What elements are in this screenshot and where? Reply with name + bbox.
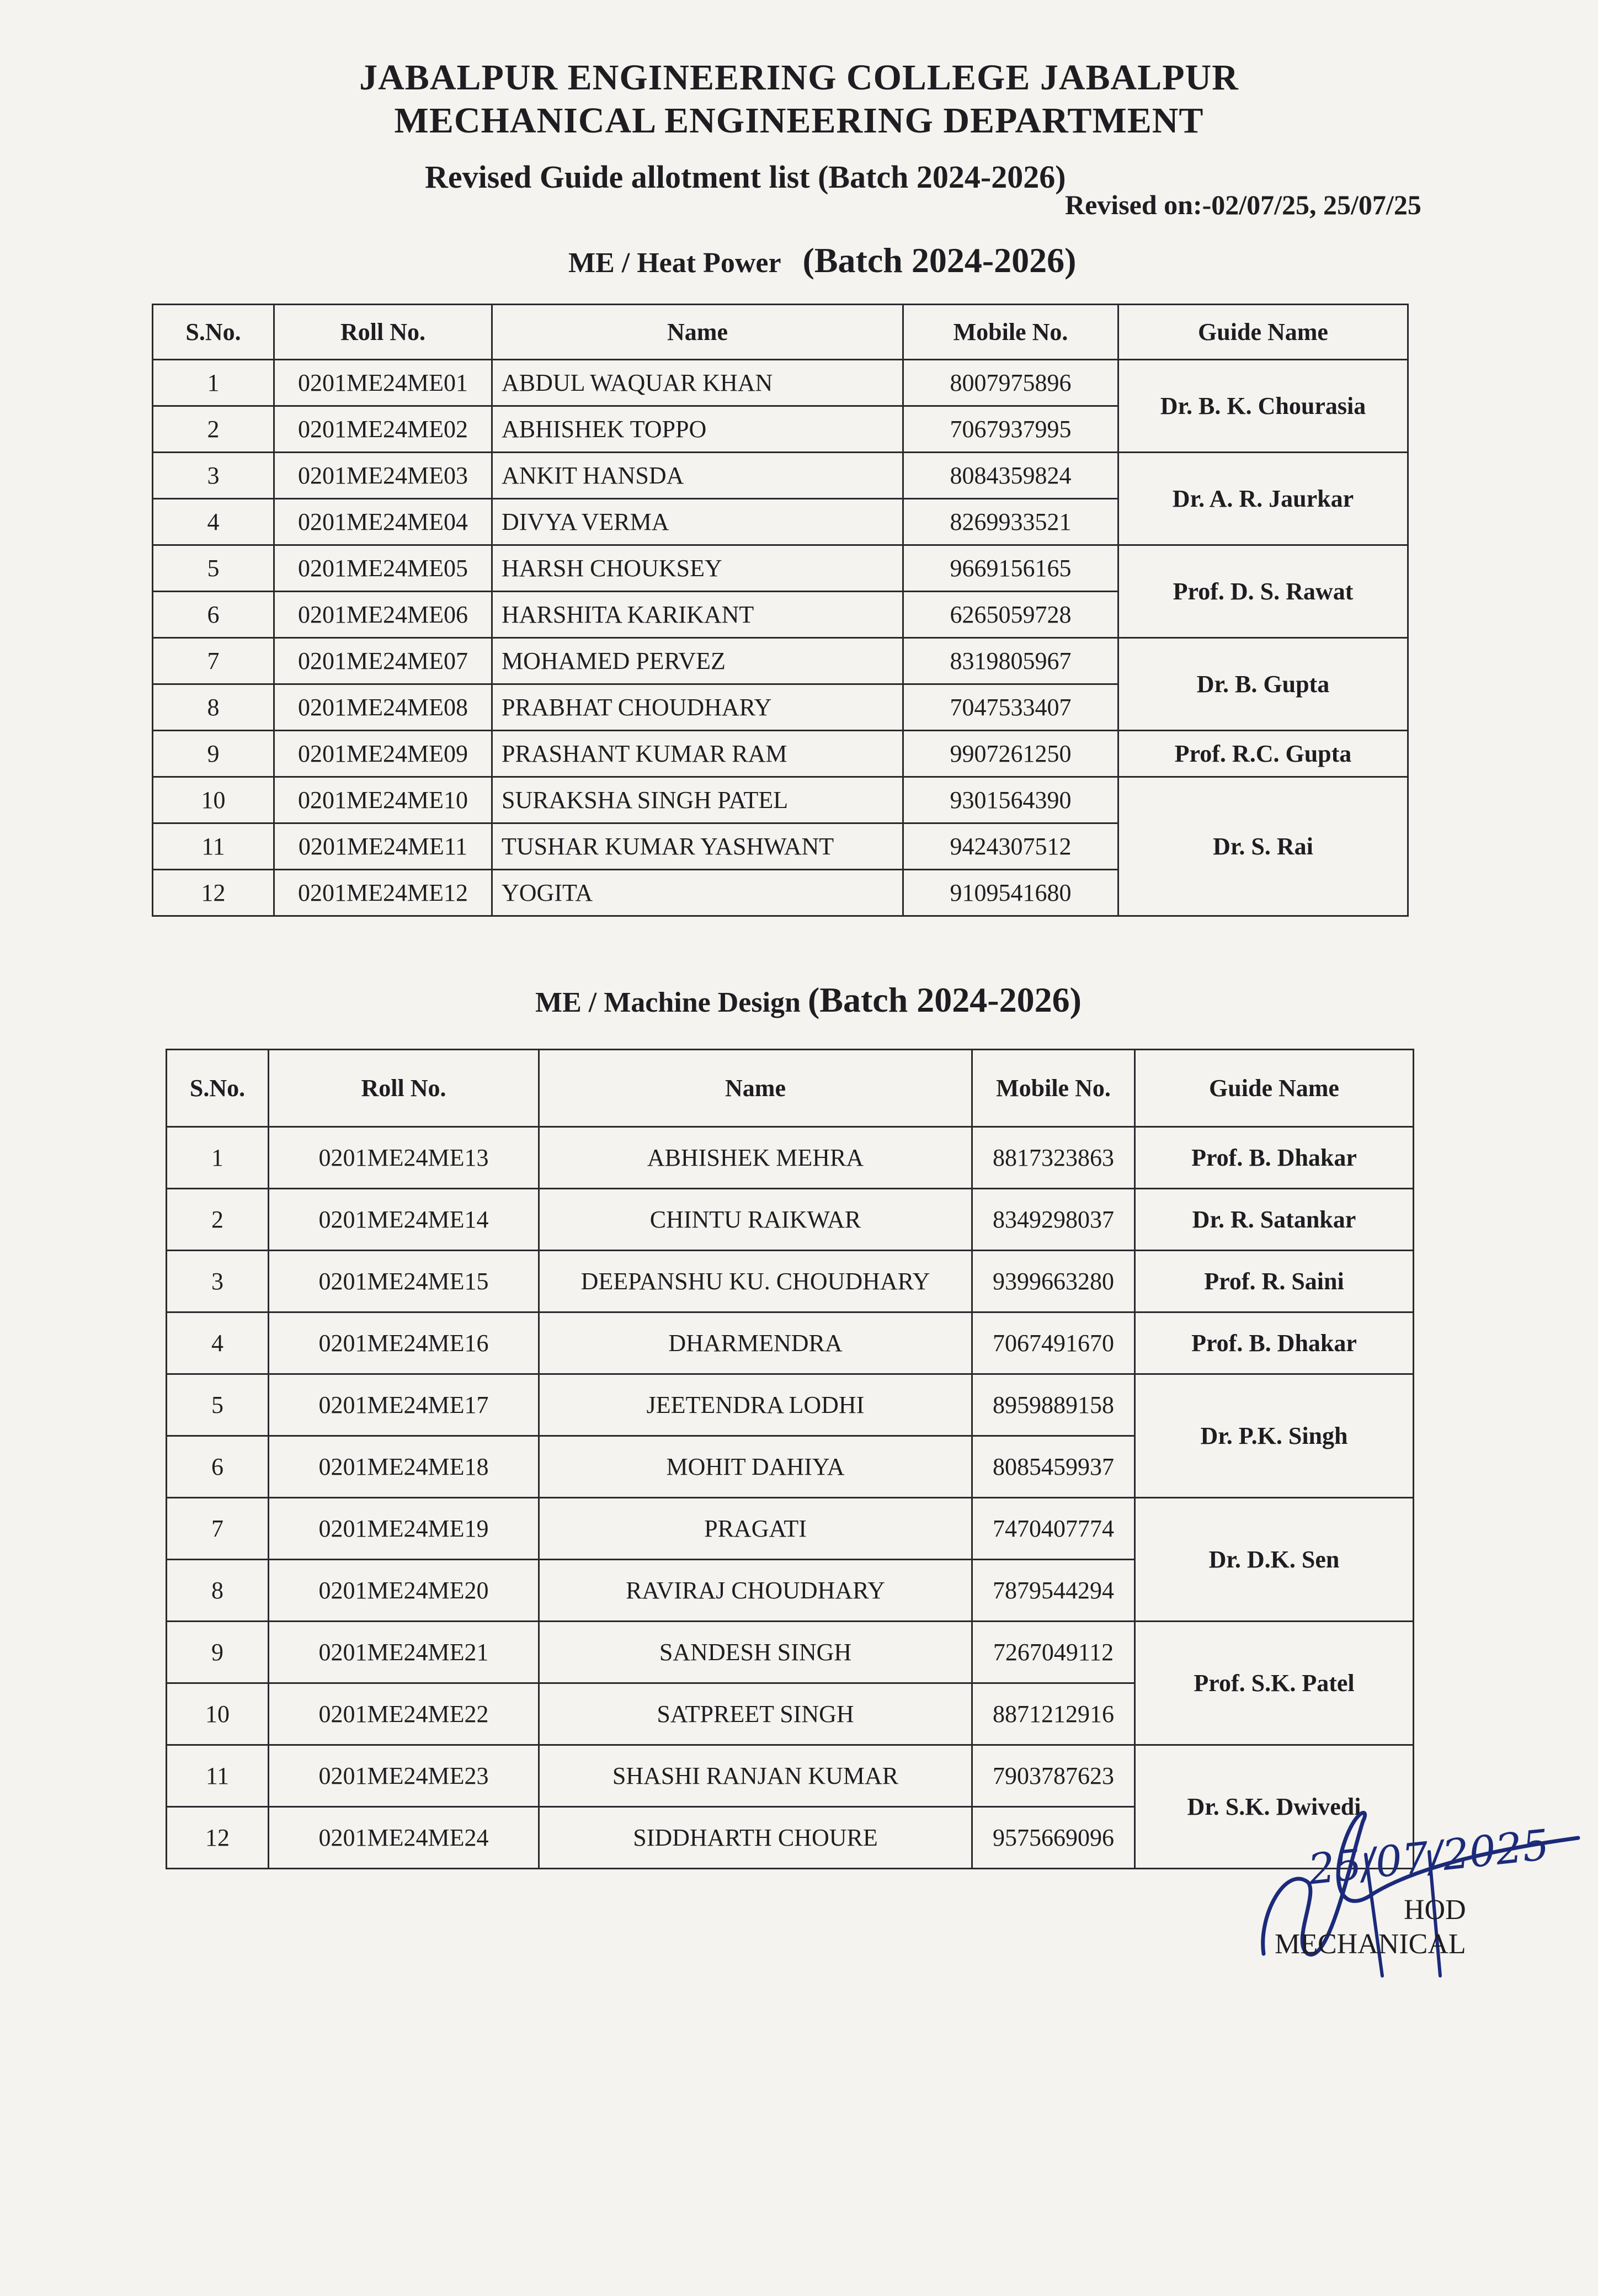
table-row [153, 360, 1408, 406]
serial-number: 8 [153, 684, 274, 731]
machine-design-title: ME / Machine Design [535, 987, 801, 1018]
student-name: SHASHI RANJAN KUMAR [539, 1745, 972, 1807]
col-header-name: Name [539, 1050, 972, 1127]
roll-number: 0201ME24ME23 [269, 1745, 539, 1807]
guide-name: Dr. D.K. Sen [1135, 1498, 1414, 1622]
col-header-sno: S.No. [167, 1050, 269, 1127]
mobile-number: 8871212916 [972, 1683, 1135, 1745]
student-name: TUSHAR KUMAR YASHWANT [492, 823, 903, 870]
col-header-mobile: Mobile No. [903, 305, 1118, 360]
mobile-number: 7067491670 [972, 1312, 1135, 1374]
roll-number: 0201ME24ME13 [269, 1127, 539, 1189]
guide-name: Prof. S.K. Patel [1135, 1622, 1414, 1745]
machine-design-batch: (Batch 2024-2026) [807, 980, 1082, 1019]
department-label: MECHANICAL [1275, 1928, 1466, 1960]
student-name: DHARMENDRA [539, 1312, 972, 1374]
serial-number: 7 [153, 638, 274, 684]
serial-number: 12 [167, 1807, 269, 1869]
guide-name: Dr. R. Satankar [1135, 1189, 1414, 1251]
serial-number: 4 [153, 499, 274, 545]
machine-design-table [166, 1049, 1414, 1869]
mobile-number: 6265059728 [903, 592, 1118, 638]
student-name: SIDDHARTH CHOURE [539, 1807, 972, 1869]
serial-number: 1 [167, 1127, 269, 1189]
list-title: Revised Guide allotment list (Batch 2024-2026) [425, 159, 1066, 195]
col-header-guide: Guide Name [1118, 305, 1408, 360]
mobile-number: 7047533407 [903, 684, 1118, 731]
serial-number: 11 [167, 1745, 269, 1807]
roll-number: 0201ME24ME19 [269, 1498, 539, 1560]
roll-number: 0201ME24ME22 [269, 1683, 539, 1745]
serial-number: 9 [167, 1622, 269, 1683]
guide-name: Dr. B. K. Chourasia [1118, 360, 1408, 453]
col-header-roll: Roll No. [274, 305, 492, 360]
col-header-roll: Roll No. [269, 1050, 539, 1127]
student-name: YOGITA [492, 870, 903, 916]
roll-number: 0201ME24ME08 [274, 684, 492, 731]
college-name: JABALPUR ENGINEERING COLLEGE JABALPUR [359, 57, 1239, 98]
serial-number: 12 [153, 870, 274, 916]
serial-number: 7 [167, 1498, 269, 1560]
guide-name: Prof. B. Dhakar [1135, 1312, 1414, 1374]
student-name: ABHISHEK MEHRA [539, 1127, 972, 1189]
heat-power-table [152, 304, 1409, 917]
col-header-name: Name [492, 305, 903, 360]
mobile-number: 8349298037 [972, 1189, 1135, 1251]
heat-power-section-title [568, 243, 1076, 278]
mobile-number: 9399663280 [972, 1251, 1135, 1312]
serial-number: 5 [167, 1374, 269, 1436]
serial-number: 10 [153, 777, 274, 823]
department-name: MECHANICAL ENGINEERING DEPARTMENT [394, 100, 1204, 141]
serial-number: 2 [153, 406, 274, 453]
table-row [153, 777, 1408, 823]
roll-number: 0201ME24ME06 [274, 592, 492, 638]
mobile-number: 8959889158 [972, 1374, 1135, 1436]
serial-number: 3 [167, 1251, 269, 1312]
student-name: JEETENDRA LODHI [539, 1374, 972, 1436]
roll-number: 0201ME24ME21 [269, 1622, 539, 1683]
roll-number: 0201ME24ME02 [274, 406, 492, 453]
roll-number: 0201ME24ME07 [274, 638, 492, 684]
mobile-number: 9669156165 [903, 545, 1118, 592]
student-name: MOHIT DAHIYA [539, 1436, 972, 1498]
hod-label: HOD [1404, 1894, 1466, 1926]
table-row [167, 1312, 1414, 1374]
roll-number: 0201ME24ME17 [269, 1374, 539, 1436]
roll-number: 0201ME24ME15 [269, 1251, 539, 1312]
student-name: HARSH CHOUKSEY [492, 545, 903, 592]
guide-name: Dr. A. R. Jaurkar [1118, 453, 1408, 545]
serial-number: 4 [167, 1312, 269, 1374]
table-row [153, 731, 1408, 777]
guide-name: Dr. P.K. Singh [1135, 1374, 1414, 1498]
student-name: SATPREET SINGH [539, 1683, 972, 1745]
serial-number: 10 [167, 1683, 269, 1745]
roll-number: 0201ME24ME10 [274, 777, 492, 823]
table-row [153, 545, 1408, 592]
table-row [167, 1498, 1414, 1560]
guide-name: Prof. R. Saini [1135, 1251, 1414, 1312]
mobile-number: 8007975896 [903, 360, 1118, 406]
heat-power-title: ME / Heat Power [568, 247, 781, 279]
roll-number: 0201ME24ME18 [269, 1436, 539, 1498]
roll-number: 0201ME24ME11 [274, 823, 492, 870]
table-header-row [153, 305, 1408, 360]
mobile-number: 8817323863 [972, 1127, 1135, 1189]
table-row [167, 1251, 1414, 1312]
revised-date: Revised on:-02/07/25, 25/07/25 [1065, 189, 1421, 220]
roll-number: 0201ME24ME09 [274, 731, 492, 777]
table-header-row [167, 1050, 1414, 1127]
student-name: SANDESH SINGH [539, 1622, 972, 1683]
machine-design-section-title [535, 982, 1082, 1018]
roll-number: 0201ME24ME04 [274, 499, 492, 545]
student-name: RAVIRAJ CHOUDHARY [539, 1560, 972, 1622]
table-row [167, 1189, 1414, 1251]
student-name: ANKIT HANSDA [492, 453, 903, 499]
table-row [167, 1622, 1414, 1683]
serial-number: 6 [167, 1436, 269, 1498]
serial-number: 3 [153, 453, 274, 499]
mobile-number: 7067937995 [903, 406, 1118, 453]
student-name: HARSHITA KARIKANT [492, 592, 903, 638]
serial-number: 1 [153, 360, 274, 406]
student-name: DIVYA VERMA [492, 499, 903, 545]
table-row [167, 1127, 1414, 1189]
mobile-number: 7470407774 [972, 1498, 1135, 1560]
mobile-number: 8269933521 [903, 499, 1118, 545]
roll-number: 0201ME24ME14 [269, 1189, 539, 1251]
serial-number: 11 [153, 823, 274, 870]
guide-name: Dr. S. Rai [1118, 777, 1408, 916]
mobile-number: 9109541680 [903, 870, 1118, 916]
guide-name: Dr. B. Gupta [1118, 638, 1408, 731]
mobile-number: 8319805967 [903, 638, 1118, 684]
roll-number: 0201ME24ME01 [274, 360, 492, 406]
student-name: PRASHANT KUMAR RAM [492, 731, 903, 777]
guide-name: Prof. D. S. Rawat [1118, 545, 1408, 638]
student-name: PRAGATI [539, 1498, 972, 1560]
serial-number: 5 [153, 545, 274, 592]
serial-number: 9 [153, 731, 274, 777]
mobile-number: 9301564390 [903, 777, 1118, 823]
roll-number: 0201ME24ME03 [274, 453, 492, 499]
col-header-guide: Guide Name [1135, 1050, 1414, 1127]
roll-number: 0201ME24ME20 [269, 1560, 539, 1622]
mobile-number: 9575669096 [972, 1807, 1135, 1869]
mobile-number: 9424307512 [903, 823, 1118, 870]
table-row [153, 453, 1408, 499]
hod-designation [1275, 1893, 1466, 1962]
serial-number: 2 [167, 1189, 269, 1251]
student-name: ABHISHEK TOPPO [492, 406, 903, 453]
col-header-sno: S.No. [153, 305, 274, 360]
roll-number: 0201ME24ME16 [269, 1312, 539, 1374]
signature-date: 25/07/2025 [1306, 1820, 1552, 1894]
roll-number: 0201ME24ME24 [269, 1807, 539, 1869]
mobile-number: 7903787623 [972, 1745, 1135, 1807]
guide-name: Dr. S.K. Dwivedi [1135, 1745, 1414, 1869]
mobile-number: 7879544294 [972, 1560, 1135, 1622]
heat-power-batch: (Batch 2024-2026) [802, 241, 1077, 280]
guide-name: Prof. R.C. Gupta [1118, 731, 1408, 777]
guide-name: Prof. B. Dhakar [1135, 1127, 1414, 1189]
student-name: PRABHAT CHOUDHARY [492, 684, 903, 731]
mobile-number: 8084359824 [903, 453, 1118, 499]
student-name: MOHAMED PERVEZ [492, 638, 903, 684]
serial-number: 8 [167, 1560, 269, 1622]
mobile-number: 8085459937 [972, 1436, 1135, 1498]
col-header-mobile: Mobile No. [972, 1050, 1135, 1127]
mobile-number: 9907261250 [903, 731, 1118, 777]
roll-number: 0201ME24ME12 [274, 870, 492, 916]
student-name: CHINTU RAIKWAR [539, 1189, 972, 1251]
table-row [167, 1374, 1414, 1436]
table-row [153, 638, 1408, 684]
serial-number: 6 [153, 592, 274, 638]
student-name: ABDUL WAQUAR KHAN [492, 360, 903, 406]
student-name: DEEPANSHU KU. CHOUDHARY [539, 1251, 972, 1312]
roll-number: 0201ME24ME05 [274, 545, 492, 592]
student-name: SURAKSHA SINGH PATEL [492, 777, 903, 823]
mobile-number: 7267049112 [972, 1622, 1135, 1683]
